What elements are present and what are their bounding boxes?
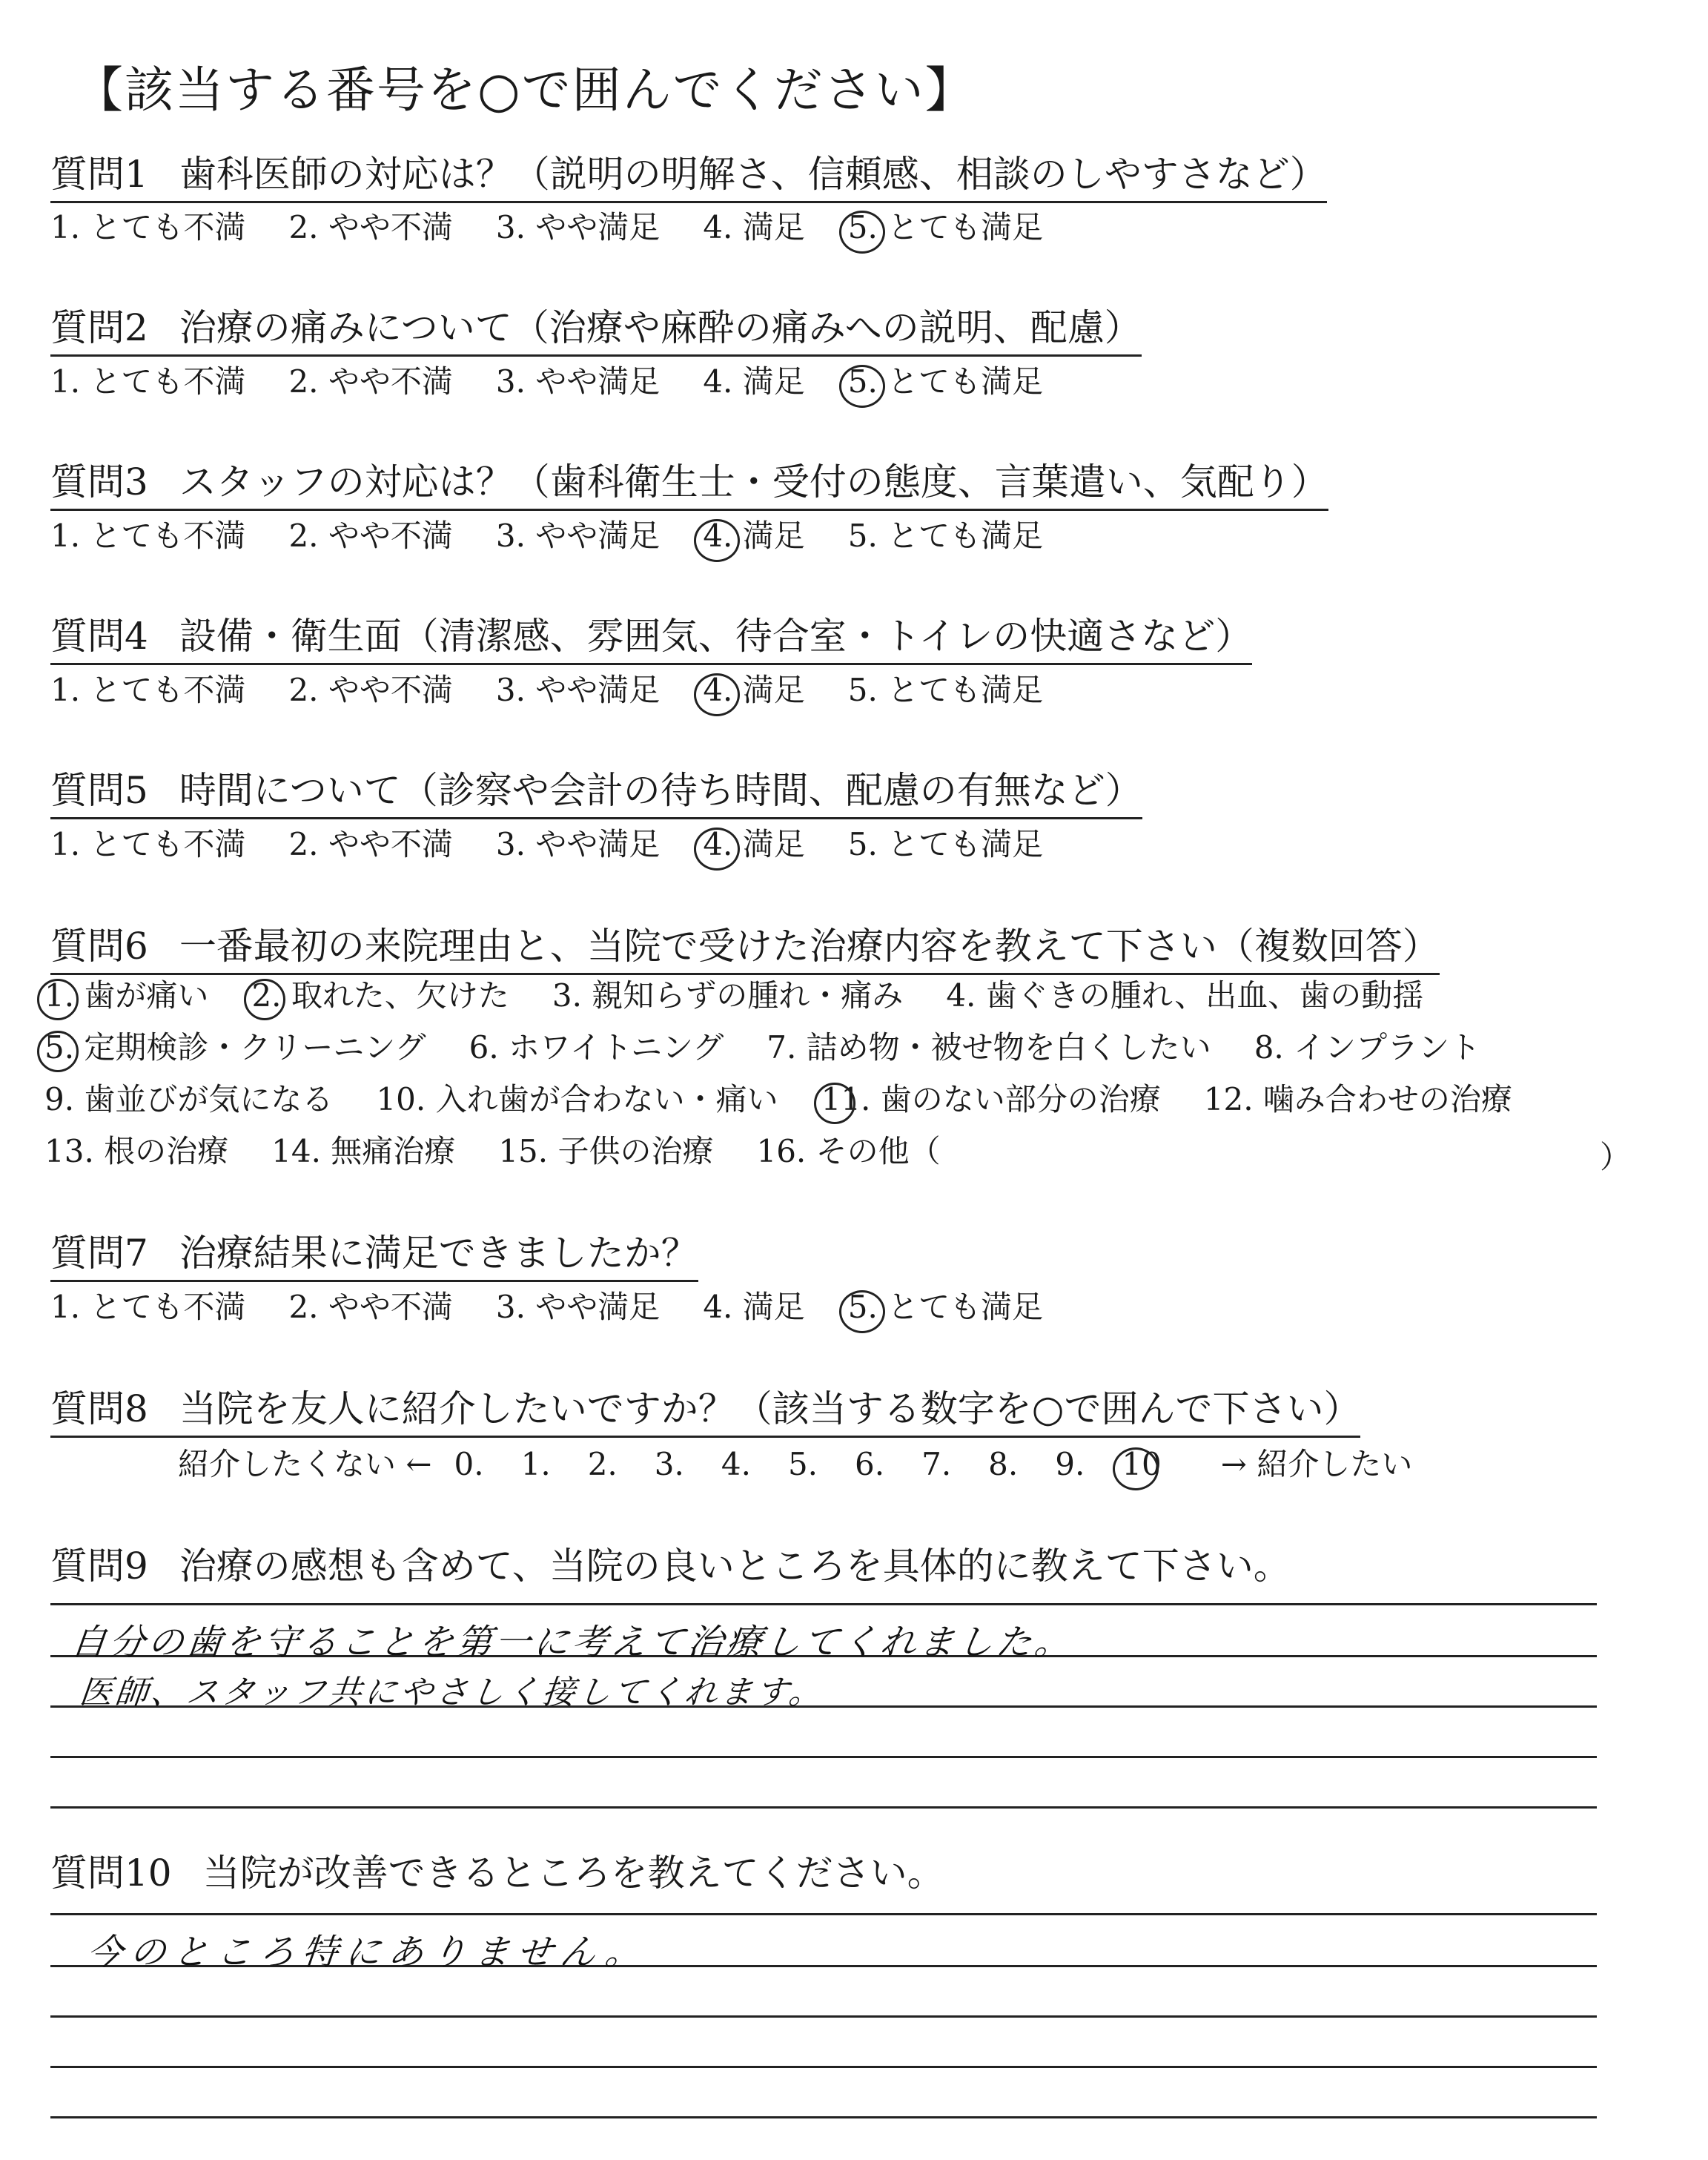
- reason-option[interactable]: 6. ホワイトニング: [469, 1029, 724, 1066]
- question-2-options: [50, 363, 1086, 400]
- question-text: 一番最初の来院理由と、当院で受けた治療内容を教えて下さい（複数回答）: [179, 925, 1440, 968]
- rating-option[interactable]: 4. 満足: [703, 672, 805, 708]
- recommend-score-option[interactable]: 9.: [1055, 1446, 1085, 1482]
- recommend-score-option[interactable]: 0.: [454, 1446, 484, 1482]
- question-10-heading: [50, 1851, 944, 1900]
- form-title: 【該当する番号を○で囲んでください】: [74, 62, 976, 119]
- rating-option[interactable]: 4. 満足: [703, 209, 805, 245]
- question-2-heading: [50, 305, 1142, 357]
- question-number: 質問4: [50, 615, 148, 658]
- recommend-score-option[interactable]: 5.: [787, 1446, 818, 1482]
- rating-option[interactable]: 4. 満足: [703, 826, 805, 862]
- question-1-heading: [50, 152, 1327, 203]
- rating-option[interactable]: 3. やや満足: [495, 672, 661, 708]
- question-text: 当院が改善できるところを教えてください。: [202, 1852, 944, 1895]
- recommend-score-option[interactable]: 1.: [520, 1446, 551, 1482]
- reason-option[interactable]: 2. 取れた、欠けた: [251, 977, 509, 1014]
- question-text: 設備・衛生面（清潔感、雰囲気、待合室・トイレの快適さなど）: [179, 615, 1253, 658]
- rating-option[interactable]: 1. とても不満: [50, 518, 246, 554]
- rating-option[interactable]: 5. とても満足: [847, 1289, 1044, 1325]
- rating-option[interactable]: 3. やや満足: [495, 363, 661, 400]
- rating-option[interactable]: 2. やや不満: [288, 518, 453, 554]
- answer-line: [50, 2066, 1597, 2068]
- reason-option[interactable]: 8. インプラント: [1254, 1029, 1481, 1066]
- rating-option[interactable]: 5. とても満足: [847, 518, 1044, 554]
- question-4-options: [50, 672, 1086, 709]
- rating-option[interactable]: 3. やや満足: [495, 826, 661, 862]
- rating-option[interactable]: 2. やや不満: [288, 826, 453, 862]
- question-3-heading: [50, 460, 1328, 511]
- question-4-heading: [50, 614, 1252, 665]
- handwritten-answer: 今のところ特にありません。: [85, 1932, 651, 1973]
- question-text: 歯科医師の対応は？（説明の明解さ、信頼感、相談のしやすさなど）: [179, 153, 1327, 196]
- recommend-score-option[interactable]: 4.: [721, 1446, 751, 1482]
- question-text: 治療の感想も含めて、当院の良いところを具体的に教えて下さい。: [179, 1545, 1291, 1588]
- question-8-heading: [50, 1387, 1360, 1438]
- question-6-row: [44, 977, 1466, 1014]
- recommend-score-option[interactable]: 6.: [855, 1446, 885, 1482]
- rating-option[interactable]: 2. やや不満: [288, 1289, 453, 1325]
- rating-option[interactable]: 5. とても満足: [847, 209, 1044, 245]
- answer-line: [50, 2116, 1597, 2118]
- recommend-score-option[interactable]: 7.: [921, 1446, 952, 1482]
- handwritten-answer: 医師、スタッフ共にやさしく接してくれます。: [77, 1674, 827, 1711]
- rating-option[interactable]: 2. やや不満: [288, 209, 453, 245]
- reason-option[interactable]: 4. 歯ぐきの腫れ、出血、歯の動揺: [946, 977, 1424, 1014]
- scale-left-label: 紹介したくない ←: [178, 1446, 432, 1482]
- rating-option[interactable]: 1. とても不満: [50, 826, 246, 862]
- reason-option[interactable]: 1. 歯が痛い: [44, 977, 209, 1014]
- rating-option[interactable]: 4. 満足: [703, 518, 805, 554]
- question-number: 質問3: [50, 460, 148, 503]
- question-1-options: [50, 209, 1086, 246]
- other-close-paren: ）: [1600, 1139, 1632, 1175]
- rating-option[interactable]: 3. やや満足: [495, 209, 661, 245]
- question-text: 治療の痛みについて（治療や麻酔の痛みへの説明、配慮）: [179, 306, 1142, 349]
- reason-option[interactable]: 15. 子供の治療: [498, 1133, 714, 1169]
- question-text: 当院を友人に紹介したいですか？（該当する数字を○で囲んで下さい）: [179, 1387, 1361, 1430]
- question-number: 質問10: [50, 1852, 172, 1895]
- question-5-heading: [50, 768, 1142, 819]
- reason-option[interactable]: 3. 親知らずの腫れ・痛み: [552, 977, 904, 1014]
- rating-option[interactable]: 1. とても不満: [50, 672, 246, 708]
- reason-option[interactable]: 9. 歯並びが気になる: [44, 1081, 334, 1117]
- reason-option[interactable]: 10. 入れ歯が合わない・痛い: [376, 1081, 778, 1117]
- question-number: 質問2: [50, 306, 148, 349]
- rating-option[interactable]: 1. とても不満: [50, 1289, 246, 1325]
- rating-option[interactable]: 2. やや不満: [288, 363, 453, 400]
- question-7-heading: [50, 1231, 698, 1282]
- scale-numbers: [454, 1446, 1199, 1482]
- recommend-score-option[interactable]: 2.: [587, 1446, 618, 1482]
- question-number: 質問1: [50, 153, 148, 196]
- rating-option[interactable]: 1. とても不満: [50, 209, 246, 245]
- question-text: 時間について（診察や会計の待ち時間、配慮の有無など）: [179, 769, 1142, 812]
- rating-option[interactable]: 5. とても満足: [847, 363, 1044, 400]
- rating-option[interactable]: 1. とても不満: [50, 363, 246, 400]
- recommend-score-option[interactable]: 3.: [654, 1446, 684, 1482]
- reason-option[interactable]: 12. 噛み合わせの治療: [1203, 1081, 1512, 1117]
- rating-option[interactable]: 3. やや満足: [495, 1289, 661, 1325]
- question-6-row: [44, 1081, 1555, 1118]
- handwritten-answer: 自分の歯を守ることを第一に考えて治療してくれました。: [68, 1622, 1076, 1663]
- answer-line: [50, 2015, 1597, 2018]
- question-number: 質問8: [50, 1387, 148, 1430]
- answer-line: [50, 1603, 1597, 1605]
- question-5-options: [50, 826, 1086, 863]
- reason-option[interactable]: 5. 定期検診・クリーニング: [44, 1029, 426, 1066]
- question-6-row: [44, 1029, 1523, 1066]
- reason-option[interactable]: 7. 詰め物・被せ物を白くしたい: [767, 1029, 1211, 1066]
- scale-right-label: → 紹介したい: [1220, 1446, 1413, 1482]
- question-number: 質問7: [50, 1232, 148, 1275]
- recommend-score-option[interactable]: 8.: [988, 1446, 1019, 1482]
- question-6-heading: [50, 924, 1440, 975]
- recommend-score-option[interactable]: 10: [1122, 1446, 1162, 1482]
- question-7-options: [50, 1289, 1086, 1326]
- rating-option[interactable]: 2. やや不満: [288, 672, 453, 708]
- rating-option[interactable]: 4. 満足: [703, 1289, 805, 1325]
- rating-option[interactable]: 5. とても満足: [847, 672, 1044, 708]
- answer-line: [50, 1756, 1597, 1758]
- reason-option[interactable]: 16. その他（: [756, 1133, 941, 1169]
- question-text: スタッフの対応は？（歯科衛生士・受付の態度、言葉遣い、気配り）: [179, 460, 1328, 503]
- question-text: 治療結果に満足できましたか？: [179, 1232, 698, 1275]
- rating-option[interactable]: 4. 満足: [703, 363, 805, 400]
- question-8-scale: [156, 1446, 1434, 1483]
- reason-option[interactable]: 11. 歯のない部分の治療: [821, 1081, 1161, 1117]
- question-number: 質問5: [50, 769, 148, 812]
- question-number: 質問9: [50, 1545, 148, 1588]
- question-6-row: [44, 1133, 984, 1170]
- reason-option[interactable]: 13. 根の治療: [44, 1133, 229, 1169]
- question-9-heading: [50, 1544, 1291, 1593]
- answer-line: [50, 1913, 1597, 1915]
- answer-line: [50, 1806, 1597, 1809]
- question-number: 質問6: [50, 925, 148, 968]
- rating-option[interactable]: 3. やや満足: [495, 518, 661, 554]
- reason-option[interactable]: 14. 無痛治療: [271, 1133, 456, 1169]
- question-3-options: [50, 518, 1086, 555]
- rating-option[interactable]: 5. とても満足: [847, 826, 1044, 862]
